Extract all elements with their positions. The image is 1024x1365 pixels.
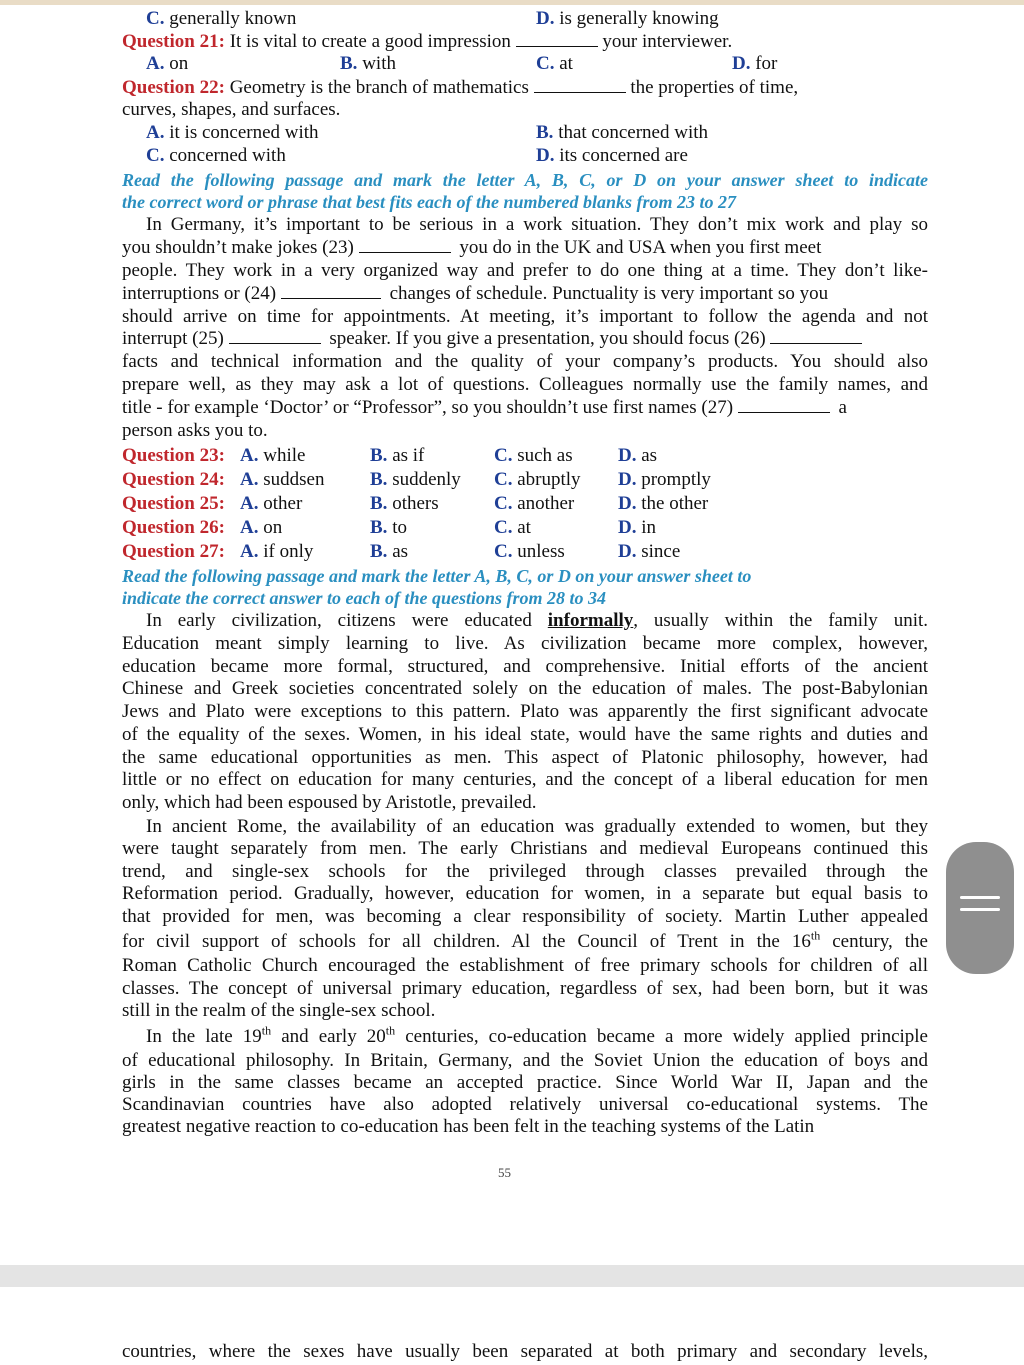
q27-option-d[interactable]: D. since [618,541,681,562]
q26-option-d[interactable]: D. in [618,517,657,538]
passage2-line: of educational philosophy. In Britain, Germany, and the Soviet Union the education of boys and [122,1050,928,1071]
passage1-line: prepare well, as they may ask a lot of questions. Colleagues normally use the family names, and [122,374,928,395]
grip-line-icon [960,896,1000,899]
passage2-line: education became more formal, structured, and comprehensive. Initial efforts of the ancient [122,656,928,677]
document-page[interactable] [0,5,1024,1265]
passage2-line: Scandinavian countries have also adopted relatively universal co-educational systems. The [122,1094,928,1115]
underlined-word: informally [547,610,634,631]
question-22: Question 22: Geometry is the branch of mathematics the properties of time, [122,77,799,98]
q20-option-d[interactable]: D. is generally knowing [536,8,719,29]
passage1-line: facts and technical information and the quality of your company’s products. You should also [122,351,928,372]
answer-blank [516,31,598,47]
passage1-line: you shouldn’t make jokes (23) you do in the UK and USA when you first meet [122,237,822,258]
passage2-line: only, which had been espoused by Aristotle, prevailed. [122,792,537,813]
passage2-line: the same educational opportunities as men. This aspect of Platonic philosophy, however, had [122,747,928,768]
question-21: Question 21: It is vital to create a good impression your interviewer. [122,31,733,52]
passage2-line: Education meant simply learning to live. As civilization became more complex, however, [122,633,928,654]
passage2-line: greatest negative reaction to co-education has been felt in the teaching systems of the Latin [122,1116,815,1137]
q24-option-b[interactable]: B. suddenly [370,469,461,490]
passage1-line: In Germany, it’s important to be serious in a work situation. They don’t mix work and play so [146,214,928,235]
q25-option-a[interactable]: A. other [240,493,303,514]
q22-option-a[interactable]: A. it is concerned with [146,122,319,143]
instruction-23-27-line1: Read the following passage and mark the letter A, B, C, or D on your answer sheet to indicate [122,170,928,190]
q27-option-a[interactable]: A. if only [240,541,314,562]
passage2-line: Roman Catholic Church encouraged the establishment of free primary schools for children of all [122,955,928,976]
passage1-line: interrupt (25) speaker. If you give a presentation, you should focus (26) [122,328,928,350]
q20-option-c[interactable]: C. generally known [146,8,297,29]
next-page[interactable] [0,1287,1024,1365]
passage2-line: In early civilization, citizens were educated informally, usually within the family unit. [146,610,929,631]
q24-option-c[interactable]: C. abruptly [494,469,581,490]
q27-option-b[interactable]: B. as [370,541,409,562]
question-23: Question 23: A. while B. as if C. such as D. as [122,445,658,466]
passage2-line: In ancient Rome, the availability of an education was gradually extended to women, but they [146,816,928,837]
passage2-line: were taught separately from men. The early Christians and medieval Europeans continued this [122,838,928,859]
question-26: Question 26: A. on B. to C. at D. in [122,517,657,538]
blank-26[interactable] [770,328,862,344]
blank-27[interactable] [738,397,830,413]
question-27: Question 27: A. if only B. as C. unless D. since [122,541,681,562]
passage1-line: title - for example ‘Doctor’ or “Professor”, so you shouldn’t use first names (27) a [122,397,847,418]
passage2-line: Chinese and Greek societies concentrated solely on the education of males. The post-Babylonian [122,678,928,699]
q25-option-b[interactable]: B. others [370,493,439,514]
passage1-line: should arrive on time for appointments. At meeting, it’s important to follow the agenda and not [122,306,928,327]
q23-option-c[interactable]: C. such as [494,445,573,466]
q24-option-d[interactable]: D. promptly [618,469,711,490]
next-page-line: countries, where the sexes have usually been separated at both primary and secondary levels, [122,1341,928,1362]
passage2-line: little or no effect on education for many centuries, and the concept of a liberal education for men [122,769,928,790]
instruction-23-27-line2: the correct word or phrase that best fits each of the numbered blanks from 23 to 27 [122,192,737,212]
question-24: Question 24: A. suddsen B. suddenly C. abruptly D. promptly [122,469,711,490]
question-25: Question 25: A. other B. others C. another D. the other [122,493,709,514]
q27-option-c[interactable]: C. unless [494,541,565,562]
instruction-28-34-line1: Read the following passage and mark the letter A, B, C, or D on your answer sheet to [122,566,752,586]
q22-option-d[interactable]: D. its concerned are [536,145,688,166]
passage2-line: for civil support of schools for all children. Al the Council of Trent in the 16th century, the [122,928,928,952]
q26-option-c[interactable]: C. at [494,517,531,538]
scroll-handle[interactable] [946,842,1014,974]
page-number: 55 [498,1165,511,1180]
q21-option-d[interactable]: D. for [732,53,778,74]
passage1-line: people. They work in a very organized way and prefer to do one thing at a time. They don’t like- [122,260,928,281]
passage2-line: Jews and Plato were exceptions to this pattern. Plato was apparently the first significant advocate [122,701,928,722]
passage2-line: classes. The concept of universal primary education, regardless of sex, had been born, but it was [122,978,928,999]
q21-option-c[interactable]: C. at [536,53,573,74]
passage2-line: that provided for men, was becoming a clear responsibility of society. Martin Luther appealed [122,906,928,927]
passage2-line: In the late 19th and early 20th centuries, co-education became a more widely applied principle [146,1023,928,1047]
blank-23[interactable] [359,237,451,253]
answer-blank [534,77,626,93]
passage2-line: of the equality of the sexes. Women, in his ideal state, would have the same rights and duties and [122,724,928,745]
q23-option-b[interactable]: B. as if [370,445,425,466]
q23-option-a[interactable]: A. while [240,445,306,466]
q26-option-a[interactable]: A. on [240,517,283,538]
q21-option-b[interactable]: B. with [340,53,396,74]
grip-line-icon [960,908,1000,911]
q25-option-d[interactable]: D. the other [618,493,709,514]
passage1-line: person asks you to. [122,420,268,441]
passage2-line: trend, and single-sex schools for the privileged through classes prevailed through the [122,861,928,882]
passage2-line: girls in the same classes became an accepted practice. Since World War II, Japan and the [122,1072,928,1093]
q23-option-d[interactable]: D. as [618,445,658,466]
blank-25[interactable] [229,328,321,344]
q21-option-a[interactable]: A. on [146,53,189,74]
instruction-28-34-line2: indicate the correct answer to each of the questions from 28 to 34 [122,588,606,608]
passage2-line: still in the realm of the single-sex school. [122,1000,436,1021]
q24-option-a[interactable]: A. suddsen [240,469,325,490]
q22-option-b[interactable]: B. that concerned with [536,122,709,143]
passage1-line: interruptions or (24) changes of schedule. Punctuality is very important so you [122,283,829,304]
q22-option-c[interactable]: C. concerned with [146,145,286,166]
passage2-line: Reformation period. Gradually, however, education for women, in a separate but equal basis to [122,883,928,904]
question-22-line2: curves, shapes, and surfaces. [122,99,341,120]
blank-24[interactable] [281,283,381,299]
q26-option-b[interactable]: B. to [370,517,407,538]
q25-option-c[interactable]: C. another [494,493,575,514]
